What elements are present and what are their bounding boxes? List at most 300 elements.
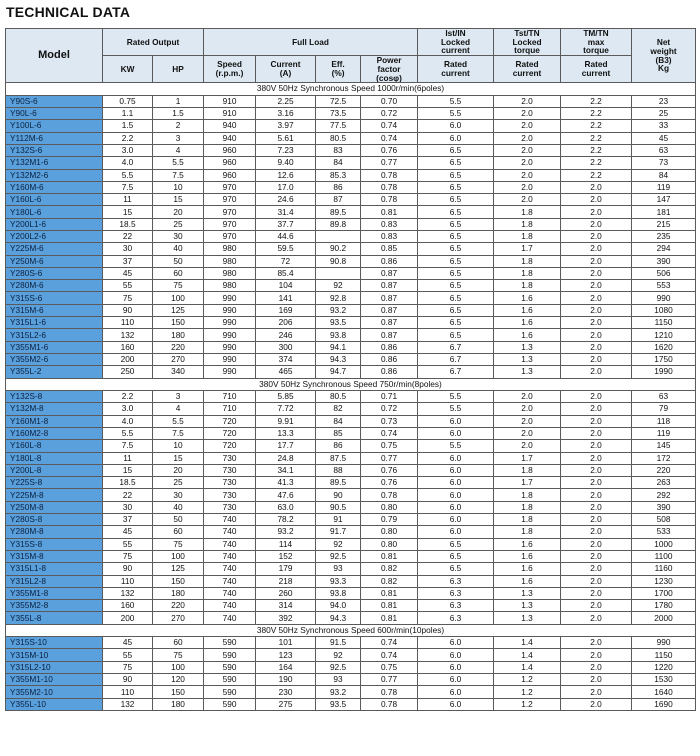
tst-tn-cell: 1.8 [494, 501, 561, 513]
model-cell: Y180L-8 [6, 452, 103, 464]
power-factor-cell: 0.72 [361, 108, 418, 120]
kw-cell: 11 [103, 452, 153, 464]
tm-tn-cell: 2.0 [561, 452, 632, 464]
hp-cell: 50 [153, 514, 204, 526]
model-cell: Y160M2-8 [6, 427, 103, 439]
power-factor-cell: 0.87 [361, 304, 418, 316]
tst-tn-cell: 1.3 [494, 587, 561, 599]
ist-in-cell: 6.5 [418, 255, 494, 267]
tm-tn-cell: 2.2 [561, 144, 632, 156]
table-row [6, 674, 696, 686]
weight-cell: 990 [632, 637, 696, 649]
tm-tn-cell: 2.0 [561, 292, 632, 304]
tst-tn-cell: 2.0 [494, 95, 561, 107]
current-cell: 275 [256, 698, 316, 710]
speed-cell: 990 [204, 366, 256, 378]
eff-cell: 94.7 [316, 366, 361, 378]
kw-cell: 200 [103, 353, 153, 365]
current-cell: 3.16 [256, 108, 316, 120]
table-row [6, 230, 696, 242]
speed-cell: 990 [204, 329, 256, 341]
power-factor-cell: 0.81 [361, 550, 418, 562]
weight-cell: 23 [632, 95, 696, 107]
current-cell: 179 [256, 563, 316, 575]
model-cell: Y315L2-8 [6, 575, 103, 587]
speed-cell: 940 [204, 120, 256, 132]
kw-cell: 30 [103, 243, 153, 255]
speed-cell: 940 [204, 132, 256, 144]
tst-tn-cell: 1.3 [494, 353, 561, 365]
current-cell: 123 [256, 649, 316, 661]
weight-cell: 1160 [632, 563, 696, 575]
header-net-weight: Net weight (B3) Kg [632, 29, 696, 83]
group-header-row [6, 624, 696, 637]
tm-tn-cell: 2.0 [561, 304, 632, 316]
weight-cell: 119 [632, 181, 696, 193]
eff-cell: 86 [316, 440, 361, 452]
eff-cell: 92 [316, 538, 361, 550]
tm-tn-cell: 2.0 [561, 686, 632, 698]
tm-tn-cell: 2.0 [561, 329, 632, 341]
eff-cell: 85.3 [316, 169, 361, 181]
tm-tn-cell: 2.0 [561, 353, 632, 365]
eff-cell: 88 [316, 464, 361, 476]
eff-cell: 80.5 [316, 391, 361, 403]
speed-cell: 980 [204, 280, 256, 292]
kw-cell: 37 [103, 514, 153, 526]
tst-tn-cell: 1.6 [494, 563, 561, 575]
ist-in-cell: 5.5 [418, 95, 494, 107]
table-row [6, 132, 696, 144]
ist-in-cell: 6.3 [418, 587, 494, 599]
power-factor-cell: 0.78 [361, 489, 418, 501]
speed-cell: 960 [204, 144, 256, 156]
eff-cell: 93 [316, 674, 361, 686]
hp-cell: 180 [153, 587, 204, 599]
current-cell: 17.7 [256, 440, 316, 452]
ist-in-cell: 6.0 [418, 489, 494, 501]
power-factor-cell: 0.74 [361, 132, 418, 144]
eff-cell: 84 [316, 415, 361, 427]
table-row [6, 698, 696, 710]
current-cell: 392 [256, 612, 316, 624]
ist-in-cell: 5.5 [418, 403, 494, 415]
tst-tn-cell: 2.0 [494, 108, 561, 120]
model-cell: Y90S-6 [6, 95, 103, 107]
header-tst-tn-sub: Rated current [494, 56, 561, 83]
model-cell: Y315L1-6 [6, 317, 103, 329]
model-cell: Y315S-10 [6, 637, 103, 649]
table-row [6, 427, 696, 439]
weight-cell: 33 [632, 120, 696, 132]
tst-tn-cell: 2.0 [494, 181, 561, 193]
hp-cell: 60 [153, 267, 204, 279]
kw-cell: 45 [103, 526, 153, 538]
speed-cell: 910 [204, 108, 256, 120]
eff-cell: 90.2 [316, 243, 361, 255]
weight-cell: 45 [632, 132, 696, 144]
ist-in-cell: 6.5 [418, 329, 494, 341]
group-header-row [6, 378, 696, 391]
eff-cell: 91.5 [316, 637, 361, 649]
weight-cell: 118 [632, 415, 696, 427]
model-cell: Y280S-8 [6, 514, 103, 526]
model-cell: Y315M-6 [6, 304, 103, 316]
power-factor-cell: 0.70 [361, 95, 418, 107]
hp-cell: 150 [153, 575, 204, 587]
current-cell: 465 [256, 366, 316, 378]
model-cell: Y132M2-6 [6, 169, 103, 181]
tst-tn-cell: 1.6 [494, 317, 561, 329]
tm-tn-cell: 2.0 [561, 366, 632, 378]
kw-cell: 22 [103, 489, 153, 501]
table-row [6, 477, 696, 489]
power-factor-cell: 0.81 [361, 612, 418, 624]
group-header-row [6, 83, 696, 96]
current-cell: 34.1 [256, 464, 316, 476]
tst-tn-cell: 1.4 [494, 637, 561, 649]
tm-tn-cell: 2.0 [561, 317, 632, 329]
kw-cell: 75 [103, 661, 153, 673]
ist-in-cell: 6.3 [418, 600, 494, 612]
tst-tn-cell: 1.4 [494, 649, 561, 661]
speed-cell: 740 [204, 538, 256, 550]
kw-cell: 5.5 [103, 169, 153, 181]
model-cell: Y280S-6 [6, 267, 103, 279]
ist-in-cell: 6.7 [418, 366, 494, 378]
weight-cell: 235 [632, 230, 696, 242]
weight-cell: 181 [632, 206, 696, 218]
speed-cell: 980 [204, 255, 256, 267]
table-row [6, 194, 696, 206]
tst-tn-cell: 1.2 [494, 686, 561, 698]
ist-in-cell: 6.5 [418, 206, 494, 218]
speed-cell: 740 [204, 563, 256, 575]
tst-tn-cell: 1.6 [494, 575, 561, 587]
eff-cell: 94.1 [316, 341, 361, 353]
kw-cell: 110 [103, 686, 153, 698]
current-cell: 169 [256, 304, 316, 316]
hp-cell: 10 [153, 181, 204, 193]
power-factor-cell: 0.81 [361, 587, 418, 599]
table-row [6, 255, 696, 267]
tst-tn-cell: 2.0 [494, 427, 561, 439]
hp-cell: 1 [153, 95, 204, 107]
table-row [6, 366, 696, 378]
power-factor-cell: 0.73 [361, 415, 418, 427]
weight-cell: 1080 [632, 304, 696, 316]
hp-cell: 4 [153, 403, 204, 415]
kw-cell: 250 [103, 366, 153, 378]
kw-cell: 45 [103, 267, 153, 279]
kw-cell: 3.0 [103, 403, 153, 415]
kw-cell: 55 [103, 280, 153, 292]
tst-tn-cell: 2.0 [494, 440, 561, 452]
ist-in-cell: 6.5 [418, 538, 494, 550]
table-row [6, 563, 696, 575]
speed-cell: 590 [204, 698, 256, 710]
speed-cell: 740 [204, 600, 256, 612]
table-row [6, 391, 696, 403]
model-cell: Y355M1-8 [6, 587, 103, 599]
power-factor-cell: 0.82 [361, 575, 418, 587]
weight-cell: 73 [632, 157, 696, 169]
weight-cell: 1780 [632, 600, 696, 612]
model-cell: Y315L1-8 [6, 563, 103, 575]
table-row [6, 304, 696, 316]
table-row [6, 95, 696, 107]
ist-in-cell: 5.5 [418, 440, 494, 452]
power-factor-cell: 0.82 [361, 563, 418, 575]
hp-cell: 15 [153, 452, 204, 464]
table-row [6, 144, 696, 156]
table-row [6, 464, 696, 476]
hp-cell: 125 [153, 563, 204, 575]
ist-in-cell: 6.5 [418, 317, 494, 329]
tm-tn-cell: 2.0 [561, 255, 632, 267]
weight-cell: 1990 [632, 366, 696, 378]
technical-data-table [5, 28, 696, 711]
model-cell: Y315L2-6 [6, 329, 103, 341]
weight-cell: 390 [632, 255, 696, 267]
speed-cell: 980 [204, 243, 256, 255]
eff-cell: 90.5 [316, 501, 361, 513]
hp-cell: 340 [153, 366, 204, 378]
power-factor-cell: 0.87 [361, 280, 418, 292]
eff-cell: 82 [316, 403, 361, 415]
tm-tn-cell: 2.2 [561, 169, 632, 181]
tm-tn-cell: 2.2 [561, 120, 632, 132]
power-factor-cell: 0.78 [361, 194, 418, 206]
ist-in-cell: 6.0 [418, 452, 494, 464]
eff-cell: 93.2 [316, 686, 361, 698]
weight-cell: 1620 [632, 341, 696, 353]
table-row [6, 575, 696, 587]
kw-cell: 55 [103, 649, 153, 661]
tst-tn-cell: 1.6 [494, 292, 561, 304]
model-cell: Y132M1-6 [6, 157, 103, 169]
header-tm-tn-sub: Rated current [561, 56, 632, 83]
table-body [6, 83, 696, 711]
model-cell: Y355M2-6 [6, 353, 103, 365]
ist-in-cell: 6.0 [418, 132, 494, 144]
current-cell: 206 [256, 317, 316, 329]
model-cell: Y200L2-6 [6, 230, 103, 242]
hp-cell: 75 [153, 649, 204, 661]
kw-cell: 55 [103, 538, 153, 550]
weight-cell: 1210 [632, 329, 696, 341]
hp-cell: 100 [153, 550, 204, 562]
table-row [6, 403, 696, 415]
tst-tn-cell: 1.8 [494, 489, 561, 501]
current-cell: 114 [256, 538, 316, 550]
kw-cell: 200 [103, 612, 153, 624]
current-cell: 9.40 [256, 157, 316, 169]
page-title: TECHNICAL DATA [6, 4, 131, 20]
model-cell: Y100L-6 [6, 120, 103, 132]
eff-cell: 90 [316, 489, 361, 501]
power-factor-cell: 0.83 [361, 230, 418, 242]
power-factor-cell: 0.83 [361, 218, 418, 230]
weight-cell: 145 [632, 440, 696, 452]
speed-cell: 720 [204, 440, 256, 452]
tst-tn-cell: 1.8 [494, 206, 561, 218]
model-cell: Y90L-6 [6, 108, 103, 120]
tst-tn-cell: 1.8 [494, 464, 561, 476]
weight-cell: 147 [632, 194, 696, 206]
tst-tn-cell: 1.8 [494, 218, 561, 230]
model-cell: Y160L-8 [6, 440, 103, 452]
tst-tn-cell: 1.3 [494, 341, 561, 353]
table-row [6, 501, 696, 513]
ist-in-cell: 6.0 [418, 526, 494, 538]
weight-cell: 1150 [632, 649, 696, 661]
tst-tn-cell: 1.6 [494, 329, 561, 341]
weight-cell: 1690 [632, 698, 696, 710]
tm-tn-cell: 2.0 [561, 600, 632, 612]
eff-cell: 85 [316, 427, 361, 439]
current-cell: 41.3 [256, 477, 316, 489]
header-hp: HP [153, 56, 204, 83]
kw-cell: 37 [103, 255, 153, 267]
ist-in-cell: 5.5 [418, 391, 494, 403]
current-cell: 164 [256, 661, 316, 673]
current-cell: 85.4 [256, 267, 316, 279]
kw-cell: 22 [103, 230, 153, 242]
table-row [6, 341, 696, 353]
tm-tn-cell: 2.0 [561, 489, 632, 501]
tst-tn-cell: 1.4 [494, 661, 561, 673]
ist-in-cell: 6.0 [418, 120, 494, 132]
kw-cell: 3.0 [103, 144, 153, 156]
power-factor-cell: 0.78 [361, 169, 418, 181]
tst-tn-cell: 2.0 [494, 144, 561, 156]
power-factor-cell: 0.77 [361, 452, 418, 464]
tst-tn-cell: 1.7 [494, 452, 561, 464]
header-current: Current (A) [256, 56, 316, 83]
tm-tn-cell: 2.0 [561, 267, 632, 279]
power-factor-cell: 0.86 [361, 255, 418, 267]
tst-tn-cell: 1.2 [494, 698, 561, 710]
header-model: Model [6, 29, 103, 83]
header-eff: Eff. (%) [316, 56, 361, 83]
table-row [6, 280, 696, 292]
tm-tn-cell: 2.0 [561, 427, 632, 439]
tst-tn-cell: 1.7 [494, 243, 561, 255]
hp-cell: 220 [153, 341, 204, 353]
kw-cell: 90 [103, 674, 153, 686]
ist-in-cell: 6.5 [418, 230, 494, 242]
table-row [6, 489, 696, 501]
ist-in-cell: 6.0 [418, 637, 494, 649]
ist-in-cell: 6.0 [418, 661, 494, 673]
weight-cell: 263 [632, 477, 696, 489]
kw-cell: 90 [103, 304, 153, 316]
hp-cell: 3 [153, 391, 204, 403]
speed-cell: 590 [204, 674, 256, 686]
speed-cell: 720 [204, 415, 256, 427]
power-factor-cell: 0.76 [361, 464, 418, 476]
header-full-load: Full Load [204, 29, 418, 56]
eff-cell: 87 [316, 194, 361, 206]
table-row [6, 452, 696, 464]
power-factor-cell: 0.74 [361, 637, 418, 649]
hp-cell: 40 [153, 501, 204, 513]
tm-tn-cell: 2.0 [561, 280, 632, 292]
speed-cell: 590 [204, 686, 256, 698]
table-row [6, 329, 696, 341]
weight-cell: 1220 [632, 661, 696, 673]
model-cell: Y160M1-8 [6, 415, 103, 427]
hp-cell: 100 [153, 661, 204, 673]
current-cell: 101 [256, 637, 316, 649]
weight-cell: 1100 [632, 550, 696, 562]
current-cell: 24.8 [256, 452, 316, 464]
tm-tn-cell: 2.0 [561, 477, 632, 489]
model-cell: Y315S-6 [6, 292, 103, 304]
current-cell: 7.23 [256, 144, 316, 156]
eff-cell: 93.3 [316, 575, 361, 587]
ist-in-cell: 6.0 [418, 427, 494, 439]
power-factor-cell: 0.80 [361, 526, 418, 538]
speed-cell: 740 [204, 514, 256, 526]
kw-cell: 18.5 [103, 218, 153, 230]
eff-cell: 84 [316, 157, 361, 169]
hp-cell: 50 [153, 255, 204, 267]
speed-cell: 960 [204, 169, 256, 181]
ist-in-cell: 6.5 [418, 169, 494, 181]
table-row [6, 649, 696, 661]
kw-cell: 15 [103, 464, 153, 476]
ist-in-cell: 6.5 [418, 280, 494, 292]
weight-cell: 1230 [632, 575, 696, 587]
eff-cell: 94.0 [316, 600, 361, 612]
table-row [6, 108, 696, 120]
eff-cell [316, 267, 361, 279]
current-cell: 3.97 [256, 120, 316, 132]
tm-tn-cell: 2.0 [561, 194, 632, 206]
weight-cell: 25 [632, 108, 696, 120]
eff-cell: 89.8 [316, 218, 361, 230]
tm-tn-cell: 2.0 [561, 612, 632, 624]
tst-tn-cell: 2.0 [494, 132, 561, 144]
group-label: 380V 50Hz Synchronous Speed 750r/min(8poles) [6, 378, 696, 391]
eff-cell: 77.5 [316, 120, 361, 132]
power-factor-cell: 0.87 [361, 267, 418, 279]
ist-in-cell: 6.5 [418, 243, 494, 255]
model-cell: Y355L-2 [6, 366, 103, 378]
ist-in-cell: 6.0 [418, 674, 494, 686]
weight-cell: 2000 [632, 612, 696, 624]
header-tm-tn: TM/TN max torque [561, 29, 632, 56]
current-cell: 5.85 [256, 391, 316, 403]
tst-tn-cell: 2.0 [494, 120, 561, 132]
table-row [6, 267, 696, 279]
eff-cell: 89.5 [316, 206, 361, 218]
current-cell: 104 [256, 280, 316, 292]
power-factor-cell: 0.78 [361, 686, 418, 698]
tm-tn-cell: 2.0 [561, 218, 632, 230]
kw-cell: 132 [103, 329, 153, 341]
power-factor-cell: 0.85 [361, 243, 418, 255]
header-kw: KW [103, 56, 153, 83]
power-factor-cell: 0.75 [361, 440, 418, 452]
kw-cell: 7.5 [103, 440, 153, 452]
current-cell: 5.61 [256, 132, 316, 144]
table-row [6, 317, 696, 329]
table-row [6, 612, 696, 624]
eff-cell: 93.5 [316, 317, 361, 329]
